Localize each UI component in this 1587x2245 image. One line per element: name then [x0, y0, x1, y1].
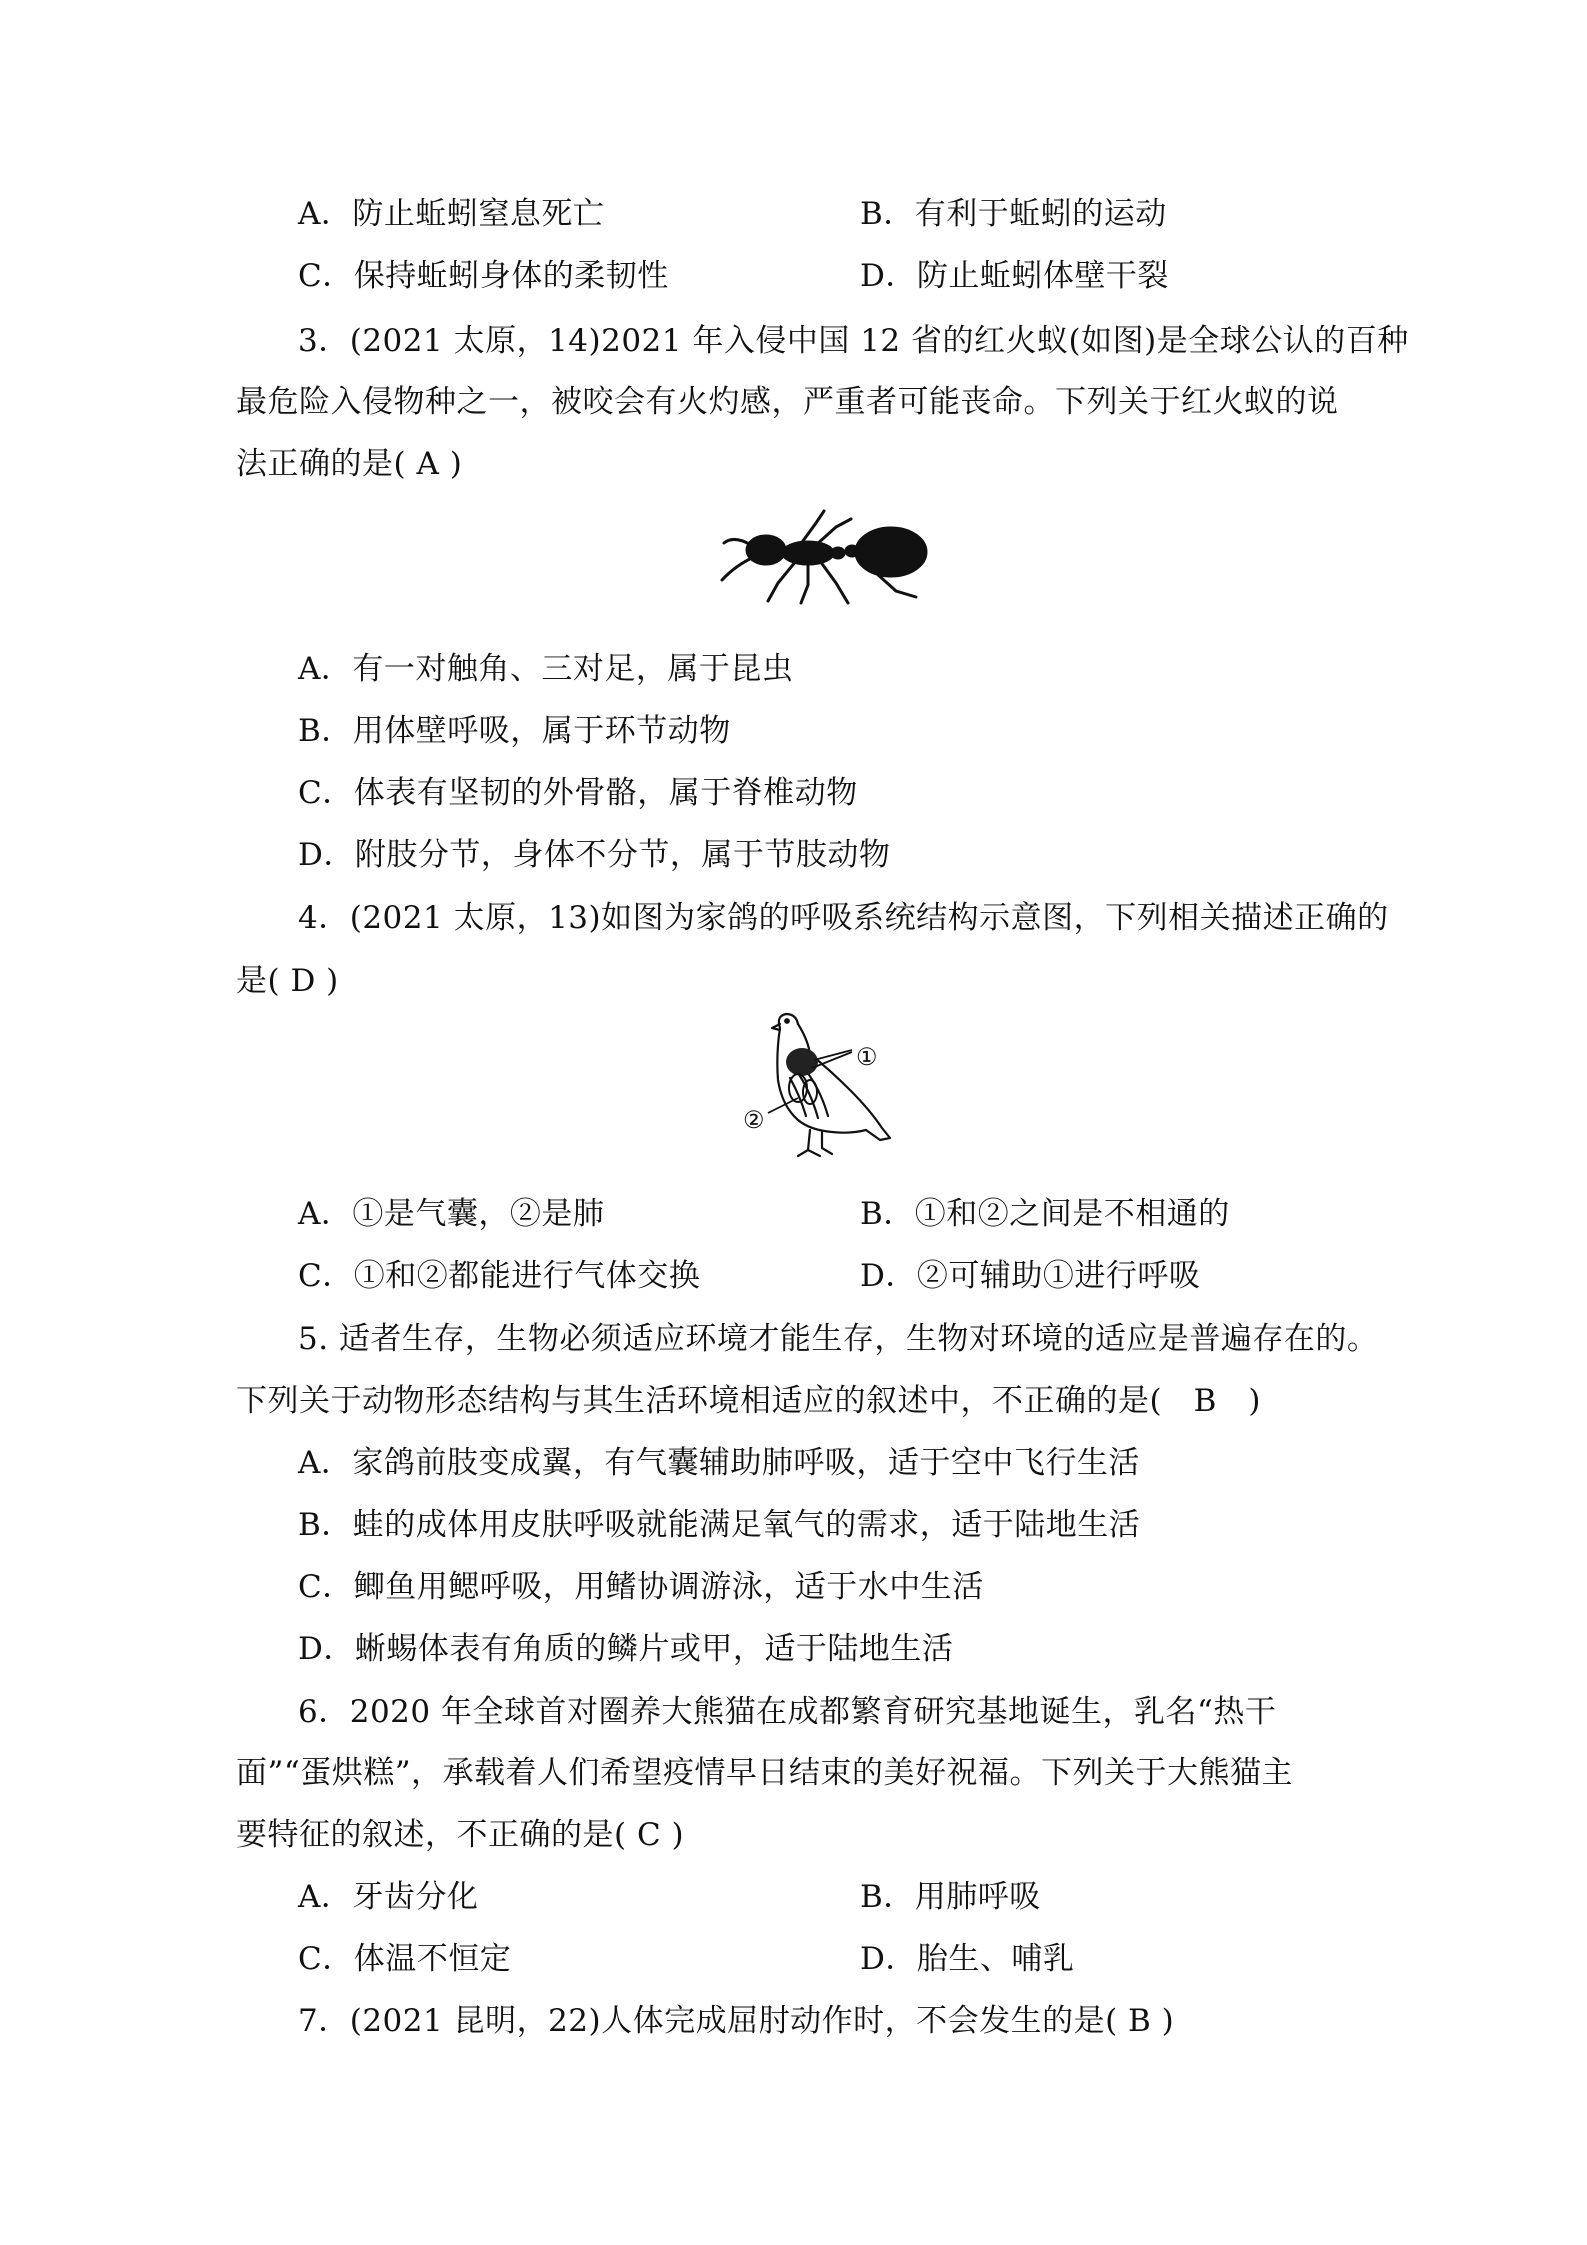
q6-stem-line-1: 6．2020 年全球首对圈养大熊猫在成都繁育研究基地诞生，乳名“热干: [298, 1694, 1277, 1730]
q3-stem-line-1: 3．(2021 太原，14)2021 年入侵中国 12 省的红火蚁(如图)是全球公认的百种: [298, 323, 1409, 359]
q5-option-d: D．蜥蜴体表有角质的鳞片或甲，适于陆地生活: [298, 1631, 954, 1667]
q3-option-b: B．用体壁呼吸，属于环节动物: [298, 713, 731, 749]
pigeon-label-one: ①: [856, 1043, 879, 1071]
q5-option-a: A．家鸽前肢变成翼，有气囊辅助肺呼吸，适于空中飞行生活: [298, 1445, 1140, 1481]
q3-stem-line-2: 最危险入侵物种之一，被咬会有火灼感，严重者可能丧命。下列关于红火蚁的说: [236, 384, 1339, 420]
q3-option-a: A．有一对触角、三对足，属于昆虫: [298, 651, 794, 687]
q5-stem-line-2: 下列关于动物形态结构与其生活环境相适应的叙述中，不正确的是( B ): [236, 1383, 1261, 1419]
fire-ant-figure: [716, 505, 936, 605]
q4-option-b: B．①和②之间是不相通的: [860, 1196, 1230, 1232]
q3-option-c: C．体表有坚韧的外骨骼，属于脊椎动物: [298, 775, 858, 811]
q6-option-a: A．牙齿分化: [298, 1879, 479, 1915]
q2-option-a: A．防止蚯蚓窒息死亡: [298, 196, 605, 232]
q6-option-b: B．用肺呼吸: [860, 1879, 1041, 1915]
ant-abdomen: [855, 527, 927, 577]
q2-option-d: D．防止蚯蚓体壁干裂: [860, 258, 1169, 294]
ant-thorax: [782, 541, 834, 565]
ant-head: [746, 535, 786, 565]
pigeon-label-two: ②: [743, 1106, 766, 1134]
q4-option-d: D．②可辅助①进行呼吸: [860, 1258, 1201, 1294]
q4-stem-line-1: 4．(2021 太原，13)如图为家鸽的呼吸系统结构示意图，下列相关描述正确的: [298, 900, 1389, 936]
q6-option-c: C．体温不恒定: [298, 1941, 512, 1977]
q3-stem-line-3: 法正确的是( A ): [236, 446, 463, 482]
q2-option-b: B．有利于蚯蚓的运动: [860, 196, 1167, 232]
q3-option-d: D．附肢分节，身体不分节，属于节肢动物: [298, 837, 891, 873]
q4-stem-line-2: 是( D ): [236, 963, 339, 999]
q6-option-d: D．胎生、哺乳: [860, 1941, 1075, 1977]
q4-option-a: A．①是气囊，②是肺: [298, 1196, 605, 1232]
q4-option-c: C．①和②都能进行气体交换: [298, 1258, 701, 1294]
q6-stem-line-2: 面”“蛋烘糕”，承载着人们希望疫情早日结束的美好祝福。下列关于大熊猫主: [236, 1755, 1294, 1791]
q5-option-c: C．鲫鱼用鳃呼吸，用鳍协调游泳，适于水中生活: [298, 1569, 984, 1605]
q5-stem-line-1: 5. 适者生存，生物必须适应环境才能生存，生物对环境的适应是普遍存在的。: [298, 1321, 1379, 1357]
q7-stem-line-1: 7．(2021 昆明，22)人体完成屈肘动作时，不会发生的是( B ): [298, 2003, 1175, 2039]
q5-option-b: B．蛙的成体用皮肤呼吸就能满足氧气的需求，适于陆地生活: [298, 1507, 1141, 1543]
q2-option-c: C．保持蚯蚓身体的柔韧性: [298, 258, 669, 294]
pigeon-respiratory-figure: [740, 1010, 910, 1170]
q6-stem-line-3: 要特征的叙述，不正确的是( C ): [236, 1817, 685, 1853]
lung-region: [786, 1048, 818, 1076]
